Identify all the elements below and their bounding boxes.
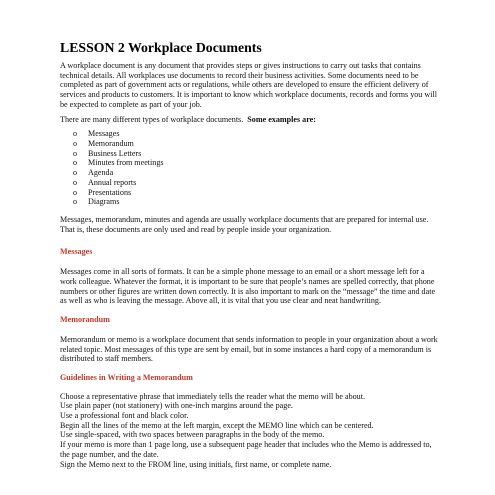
list-item bbox=[73, 139, 440, 149]
examples-list bbox=[60, 129, 440, 207]
types-intro-text: There are many different types of workplace documents. bbox=[60, 114, 244, 124]
list-item-label: Memorandum bbox=[88, 138, 134, 148]
types-intro-emphasis: Some examples are: bbox=[247, 114, 316, 124]
list-item bbox=[73, 178, 440, 188]
document-page bbox=[60, 40, 440, 469]
bullet-icon: o bbox=[73, 158, 78, 168]
list-item-label: Messages bbox=[88, 129, 120, 139]
list-item-label: Annual reports bbox=[88, 177, 137, 187]
bullet-icon: o bbox=[73, 138, 78, 148]
list-item-label: Presentations bbox=[88, 187, 132, 197]
bullet-icon: o bbox=[73, 129, 78, 139]
internal-use-paragraph: Messages, memorandum, minutes and agenda are usually workplace documents that are prepared for internal use. That is, these documents are only used and read by people inside your organization. bbox=[60, 215, 429, 234]
guideline-item: If your memo is more than 1 page long, use a subsequent page header that includes who the Memo is addressed to, the page number, and the date. bbox=[60, 440, 432, 459]
guideline-item: Begin all the lines of the memo at the left margin, except the MEMO line which can be centered. bbox=[60, 420, 374, 430]
guideline-item: Sign the Memo next to the FROM line, using initials, first name, or complete name. bbox=[60, 459, 332, 469]
list-item bbox=[73, 149, 440, 159]
list-item-label: Minutes from meetings bbox=[88, 158, 164, 168]
list-item bbox=[73, 129, 440, 139]
memorandum-paragraph: Memorandum or memo is a workplace document that sends information to people in your organization about a work related topic. Most messages of this type are sent by email, but in some instances a hard copy of a memorandum is distributed to staff members. bbox=[60, 334, 438, 364]
memorandum-heading: Memorandum bbox=[60, 315, 110, 325]
guideline-item: Choose a representative phrase that immediately tells the reader what the memo will be about. bbox=[60, 391, 365, 401]
list-item-label: Business Letters bbox=[88, 148, 142, 158]
guideline-item: Use a professional font and black color. bbox=[60, 411, 189, 421]
guideline-item: Use plain paper (not stationery) with one-inch margins around the page. bbox=[60, 401, 293, 411]
bullet-icon: o bbox=[73, 197, 78, 207]
types-intro bbox=[60, 115, 440, 125]
bullet-icon: o bbox=[73, 168, 78, 178]
list-item-label: Agenda bbox=[88, 168, 114, 178]
intro-paragraph: A workplace document is any document that provides steps or gives instructions to carry out tasks that contains technical details. All workplaces use documents to record their business activities. Some documents need to be completed as part of government acts or regulations, while others are developed to ensure the efficient delivery of services and products to customers. It is important to know which workplace documents, records and forms you will be expected to complete as part of your job. bbox=[60, 61, 437, 109]
lesson-title: LESSON 2 Workplace Documents bbox=[60, 40, 262, 55]
guidelines-list bbox=[60, 392, 440, 470]
bullet-icon: o bbox=[73, 177, 78, 187]
guideline-item: Use single-spaced, with two spaces between paragraphs in the body of the memo. bbox=[60, 430, 325, 440]
bullet-icon: o bbox=[73, 187, 78, 197]
bullet-icon: o bbox=[73, 148, 78, 158]
messages-heading: Messages bbox=[60, 246, 93, 256]
list-item-label: Diagrams bbox=[88, 197, 120, 207]
messages-paragraph: Messages come in all sorts of formats. It can be a simple phone message to an email or a short message left for a work colleague. Whatever the format, it is important to be sure that people’s names are spelled correctly, that phone numbers or other figures are written down correctly. It is also important to mark on the “message” the time and date as well as who is leaving the message. Above all, it is vital that you use clear and neat handwriting. bbox=[60, 267, 436, 306]
list-item bbox=[73, 168, 440, 178]
list-item bbox=[73, 158, 440, 168]
list-item bbox=[73, 188, 440, 198]
guidelines-heading: Guidelines in Writing a Memorandum bbox=[60, 372, 193, 382]
list-item bbox=[73, 197, 440, 207]
